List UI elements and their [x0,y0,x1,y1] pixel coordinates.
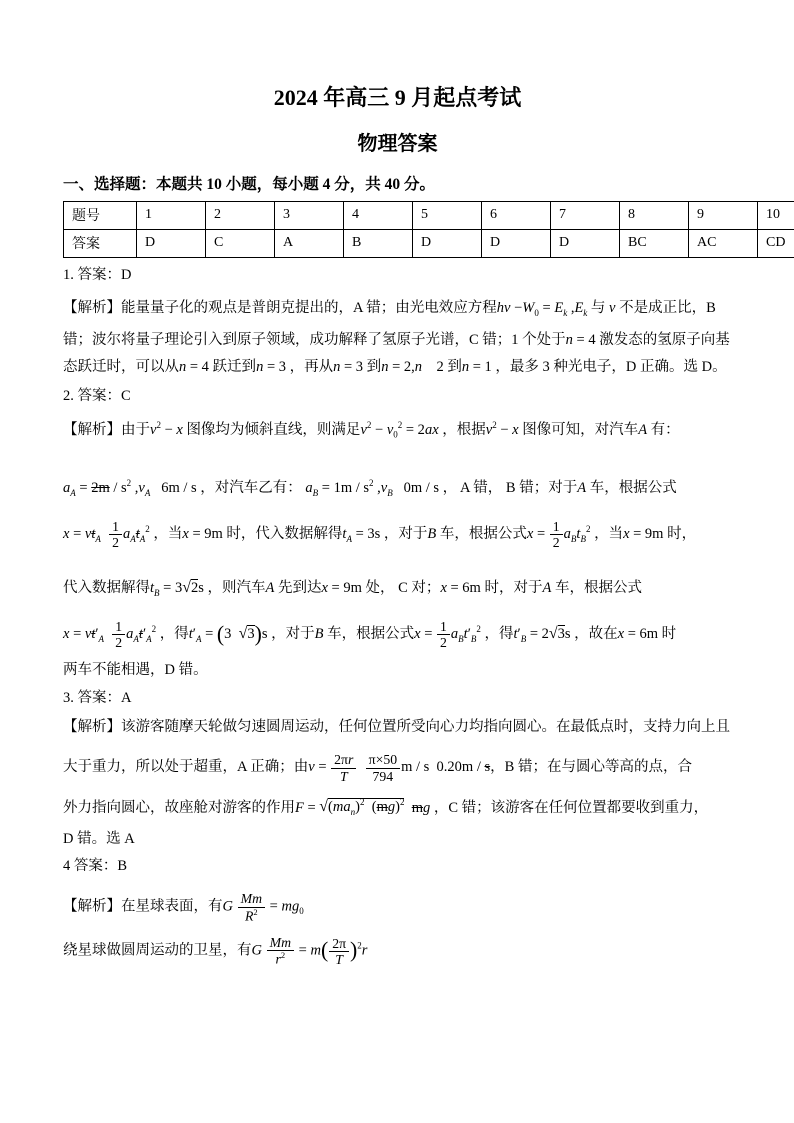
answer-cell: D [482,229,551,257]
document-title: 2024 年高三 9 月起点考试 [273,85,522,110]
answer-header: 答案 [64,229,137,257]
question-number-cell: 1 [137,201,206,229]
answer-cell: D [413,229,482,257]
section-heading: 一、选择题：本题共 10 小题，每小题 4 分，共 40 分。 [63,175,436,193]
question-number-cell: 6 [482,201,551,229]
q1-solution-line: 错；波尔将量子理论引入到原子领域，成功解释了氢原子光谱，C 错；1 个处于n = 4 激发态的氢原子向基 [63,332,730,349]
question-number-cell: 4 [344,201,413,229]
q3-solution-line: 大于重力，所以处于超重，A 正确；由v = $\frac{2\pi r}{T}$ $\frac{\pi\times 50}{794}$ m / s 0.20m / s，B 错；在与圆心等高的点，合 [63,752,692,784]
q4-solution-line: 【解析】在星球表面，有G $\frac{Mm}{R^2}$ = $mg_0$ [63,891,304,924]
q1-solution-line: 【解析】能量量子化的观点是普朗克提出的，A 错；由光电效应方程hv $-W_0 = E_k$ $,E_k$ 与 v 不是成正比，B [63,299,716,318]
q2-solution-line: 两车不能相遇，D 错。 [63,662,208,679]
q2-solution-line: $a_A = 2m / s^2$ $,v_A$ 6m / s ，对汽车乙有： $a_B = 1m / s^2$ $,v_B$ 0m / s ， A 错， B 错；对于A 车，根据公式 [63,478,677,498]
q2-solution-line: $x = vt_A$ $\frac{1}{2}$ $a_At_A^2$ ，当x = 9m 时，代入数据解得$t_A = 3s$ ，对于B 车，根据公式x = $\frac{1}{2}$ $a_Bt_B^2$ ，当x = 9m 时， [63,518,697,550]
answer-cell: D [551,229,620,257]
question-number-cell: 8 [620,201,689,229]
q2-solution-line: 【解析】由于$v^2 - x$ 图像均为倾斜直线，则满足$v^2 - v_0^2 = 2ax$ ，根据$v^2 - x$ 图像可知，对汽车A 有： [63,420,680,441]
document-subtitle: 物理答案 [357,132,438,155]
q2-solution-line: 代入数据解得$t_B = 3$ √ 2s ，则汽车A 先到达x = 9m 处， C 对；x = 6m 时，对于A 车，根据公式 [63,577,732,604]
q1-solution-line: 态跃迁时，可以从n = 4 跃迁到n = 3 ，再从n = 3 到n = 2,n 2 到n = 1 ，最多 3 种光电子，D 正确。选 D。 [63,359,727,376]
q4-answer-line: 4 答案：B [63,858,128,875]
question-number-cell: 3 [275,201,344,229]
question-number-cell: 5 [413,201,482,229]
table-row-question-numbers [64,201,794,229]
table-row-answers [64,229,794,257]
answer-cell: AC [689,229,758,257]
answer-cell: CD [758,229,794,257]
answer-cell: B [344,229,413,257]
question-number-cell: 9 [689,201,758,229]
answer-cell: BC [620,229,689,257]
q3-answer-line: 3. 答案：A [63,690,132,707]
q3-solution-line: D 错。选 A [63,831,135,848]
question-number-cell: 7 [551,201,620,229]
question-number-cell: 2 [206,201,275,229]
q1-answer-line: 1. 答案：D [63,266,132,283]
question-number-header: 题号 [64,201,137,229]
q3-solution-line: 【解析】该游客随摩天轮做匀速圆周运动，任何位置所受向心力均指向圆心。在最低点时，支持力向上且 [63,719,730,736]
q2-solution-line: $x = vt'_A$ $\frac{1}{2}$ $a_At'_A^2$ ，得$t'_A = (3$ √ 3)s ，对于B 车，根据公式x = $\frac{1}{2}$ $a_Bt'_B^2$ ，得$t'_B = 2$ √ 3s ，故在x = 6m 时 [63,619,732,650]
answer-cell: C [206,229,275,257]
q2-answer-line: 2. 答案：C [63,388,131,405]
answer-table [63,201,794,258]
answer-cell: D [137,229,206,257]
answer-cell: A [275,229,344,257]
q4-solution-line: 绕星球做圆周运动的卫星，有G $\frac{Mm}{r^2}$ = m( $\frac{2\pi}{T}$ )$^2$r [63,935,368,968]
q3-solution-line: 外力指向圆心，故座舱对游客的作用F = √ $(ma_n)^2$ (mg)$^2$ mg ，C 错；该游客在任何位置都要收到重力， [63,793,732,824]
question-number-cell: 10 [758,201,794,229]
